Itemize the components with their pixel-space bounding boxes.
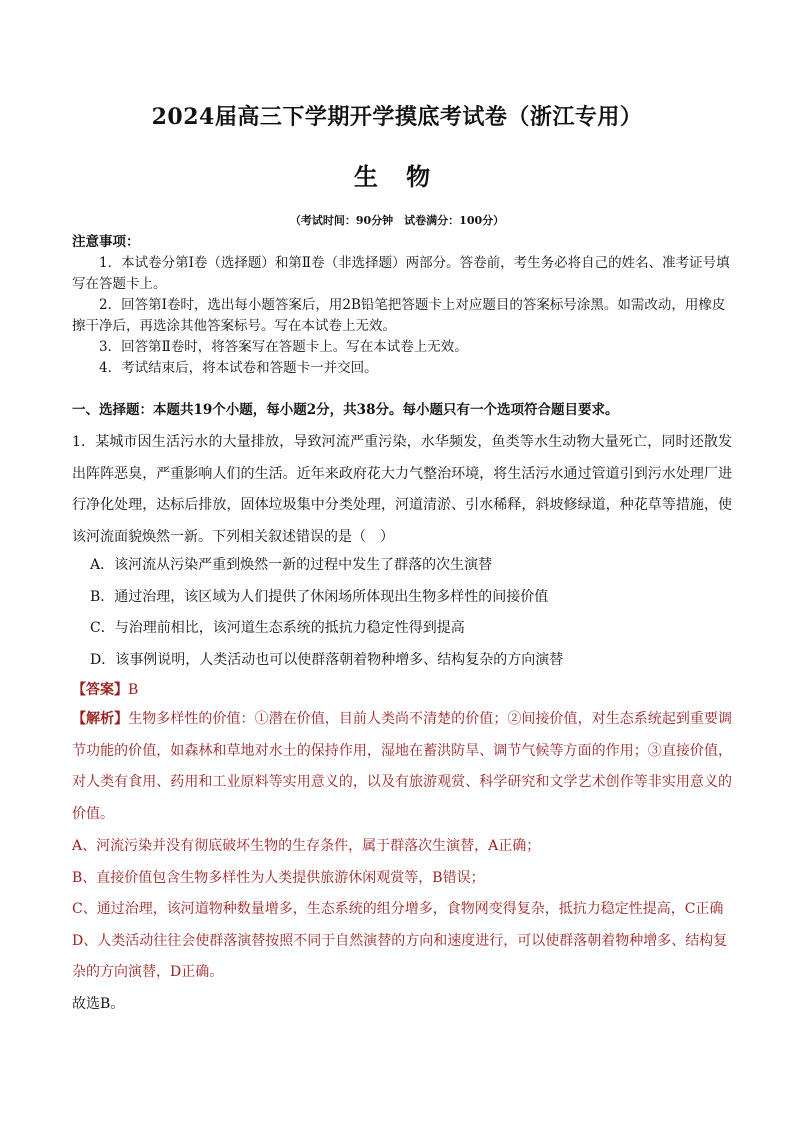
notice-item: 3．回答第Ⅱ卷时，将答案写在答题卡上。写在本试卷上无效。 bbox=[99, 339, 468, 355]
conclusion-line: 故选B。 bbox=[72, 996, 125, 1012]
answer-value: B bbox=[128, 682, 139, 698]
notice-item: 4．考试结束后，将本试卷和答题卡一并交回。 bbox=[99, 360, 378, 376]
analysis-point-d: D、人类活动往往会使群落演替按照不同于自然演替的方向和速度进行，可以使群落朝着物种增多、结构复杂的方向演替，D正确。 bbox=[72, 932, 728, 980]
answer-line bbox=[72, 675, 138, 705]
section-title: 一、选择题：本题共19个小题，每小题2分，共38分。每小题只有一个选项符合题目要求。 bbox=[72, 402, 619, 418]
notice-heading: 注意事项： bbox=[72, 234, 140, 250]
analysis-points bbox=[72, 831, 732, 989]
page-title: 2024届高三下学期开学摸底考试卷（浙江专用） bbox=[151, 104, 643, 130]
option-a: A．该河流从污染严重到焕然一新的过程中发生了群落的次生演替 bbox=[90, 557, 493, 573]
option-c: C．与治理前相比，该河道生态系统的抵抗力稳定性得到提高 bbox=[90, 620, 465, 636]
analysis-point-c: C、通过治理，该河道物种数量增多，生态系统的组分增多，食物网变得复杂，抵抗力稳定性提高，C正确 bbox=[72, 901, 724, 917]
option-d: D．该事例说明，人类活动也可以使群落朝着物种增多、结构复杂的方向演替 bbox=[90, 651, 564, 668]
question-stem: 1．某城市因生活污水的大量排放，导致河流严重污染，水华频发，鱼类等水生动物大量死亡，同时还散发出阵阵恶臭，严重影响人们的生活。近年来政府花大力气整治环境，将生活污水通过管道引到污水处理厂进行净化处理，达标后排放，固体垃圾集中分类处理，河道清淤、引水稀释，斜坡修绿道，种花草等措施，使该河流面貌焕然一新。下列相关叙述错误的是（ ） bbox=[72, 434, 732, 545]
notice-item: 2．回答第Ⅰ卷时，选出每小题答案后，用2B铅笔把答题卡上对应题目的答案标号涂黑。如需改动，用橡皮擦干净后，再选涂其他答案标号。写在本试卷上无效。 bbox=[72, 297, 726, 334]
notice-item: 1．本试卷分第Ⅰ卷（选择题）和第Ⅱ卷（非选择题）两部分。答卷前，考生务必将自己的姓名、准考证号填写在答题卡上。 bbox=[72, 255, 730, 292]
analysis-text: 生物多样性的价值：①潜在价值，目前人类尚不清楚的价值；②间接价值，对生态系统起到重要调节功能的价值，如森林和草地对水土的保持作用，湿地在蓄洪防旱、调节气候等方面的作用；③直接价值，对人类有食用、药用和工业原料等实用意义的，以及有旅游观赏、科学研究和文学艺术创作等非实用意义的价值。 bbox=[72, 711, 733, 822]
subject-title: 生 物 bbox=[353, 162, 441, 191]
option-b: B．通过治理，该区域为人们提供了休闲场所体现出生物多样性的间接价值 bbox=[90, 588, 549, 605]
answer-label: 【答案】 bbox=[72, 682, 128, 698]
notice-block bbox=[72, 232, 732, 379]
analysis-point-a: A、河流污染并没有彻底破坏生物的生存条件，属于群落次生演替，A正确； bbox=[72, 838, 541, 854]
exam-info: （考试时间：90分钟 试卷满分：100分） bbox=[289, 214, 505, 227]
question-options bbox=[90, 550, 730, 676]
analysis-label: 【解析】 bbox=[72, 711, 129, 727]
analysis-point-b: B、直接价值包含生物多样性为人类提供旅游休闲观赏等，B错误； bbox=[72, 869, 485, 886]
analysis-block bbox=[72, 704, 732, 830]
